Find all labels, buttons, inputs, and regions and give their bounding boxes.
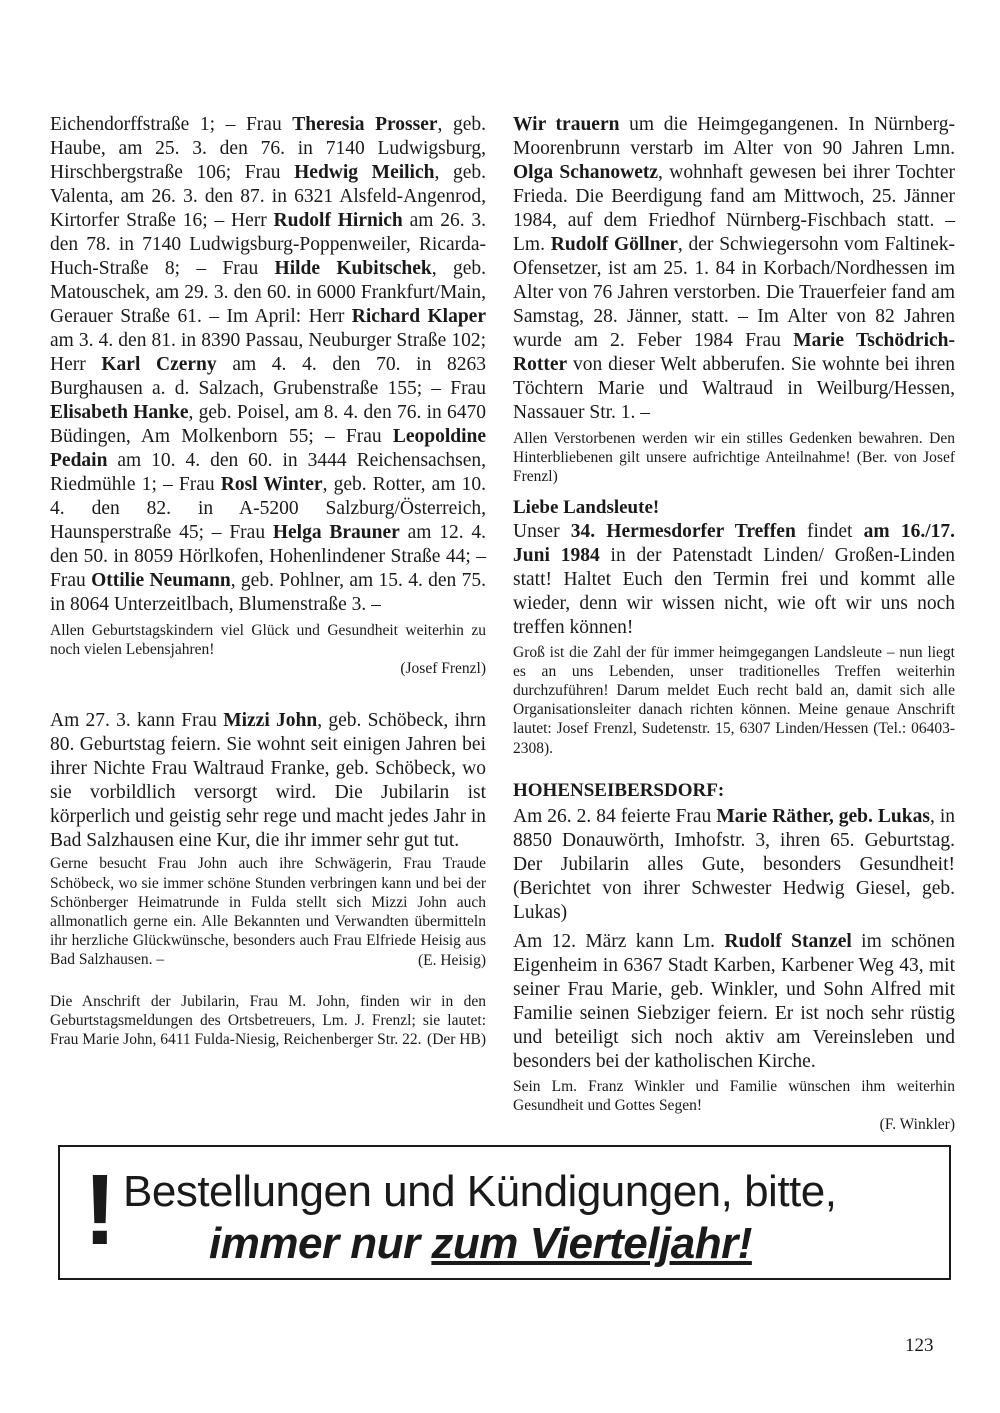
meeting-appeal: Groß ist die Zahl der für immer heimgegangen Landsleute – nun liegt es an uns Lebenden, unser traditionelles Treffen weiterhin durchzuführen! Darum meldet Euch recht bald an, damit sich alle Organisationsleiter danach richten können. Meine genaue Anschrift lautet: Josef Frenzl, Sudetenstr. 15, 6307 Linden/Hessen (Tel.: 06403-2308).	[513, 643, 955, 757]
subscription-notice-box	[58, 1145, 951, 1280]
mizzi-john-article: Am 27. 3. kann Frau Mizzi John, geb. Schöbeck, ihrn 80. Geburtstag feiern. Sie wohnt seit einigen Jahren bei ihrer Nichte Frau Waltraud Franke, geb. Schöbeck, wo sie vorbildlich versorgt wird. Die Jubilarin ist körperlich und geistig sehr rege und macht jedes Jahr in Bad Salzhausen eine Kur, die ihr immer sehr gut tut.	[50, 710, 486, 852]
birthday-list: Eichendorffstraße 1; – Frau Theresia Prosser, geb. Haube, am 25. 3. den 76. in 7140 Ludwigsburg, Hirschbergstraße 106; Frau Hedwig Meilich, geb. Valenta, am 26. 3. den 87. in 6321 Alsfeld-Angenrod, Kirtorfer Straße 16; – Herr Rudolf Hirnich am 26. 3. den 78. in 7140 Ludwigsburg-Poppenweiler, Ricarda-Huch-Straße 8; – Frau Hilde Kubitschek, geb. Matouschek, am 29. 3. den 60. in 6000 Frankfurt/Main, Gerauer Straße 61. – Im April: Herr Richard Klaper am 3. 4. den 81. in 8390 Passau, Neuburger Straße 102; Herr Karl Czerny am 4. 4. den 70. in 8263 Burghausen a. d. Salzach, Grubenstraße 155; – Frau Elisabeth Hanke, geb. Poisel, am 8. 4. den 76. in 6470 Büdingen, Am Molkenborn 55; – Frau Leopoldine Pedain am 10. 4. den 60. in 3444 Reichensachsen, Riedmühle 1; – Frau Rosl Winter, geb. Rotter, am 10. 4. den 82. in A-5200 Salzburg/Österreich, Haunsperstraße 45; – Frau Helga Brauner am 12. 4. den 50. in 8059 Hörlkofen, Hohenlindener Straße 44; – Frau Ottilie Neumann, geb. Pohlner, am 15. 4. den 75. in 8064 Unterzeitlbach, Blumenstraße 3. –	[50, 114, 487, 615]
raether-birthday: Am 26. 2. 84 feierte Frau Marie Räther, geb. Lukas, in 8850 Donauwörth, Imhofstr. 3, ihren 65. Geburtstag. Der Jubilarin alles Gute, besonders Gesundheit! (Berichtet von ihrer Schwester Hedwig Giesel, geb. Lukas)	[513, 805, 955, 923]
mourning-article: Wir trauern um die Heimgegangenen. In Nürnberg-Moorenbrunn verstarb im Alter von 90 Jahren Lmn. Olga Schanowetz, wohnhaft gewesen bei ihrer Tochter Frieda. Die Beerdigung fand am Mittwoch, 25. Jänner 1984, auf dem Friedhof Nürnberg-Fischbach statt. – Lm. Rudolf Göllner, der Schwiegersohn vom Faltinek-Ofensetzer, ist am 25. 1. 84 in Korbach/Nordhessen im Alter von 76 Jahren verstorben. Die Trauerfeier fand am Samstag, 28. Jänner, statt. – Im Alter von 82 Jahren wurde am 2. Feber 1984 Frau Marie Tschödrich-Rotter von dieser Welt abberufen. Sie wohnte bei ihren Töchtern Marie und Waltraud in Weilburg/Hessen, Nassauer Str. 1. –	[513, 114, 955, 423]
right-column	[513, 113, 955, 1134]
heading-hohenseibersdorf: HOHENSEIBERSDORF:	[513, 779, 725, 801]
notice-line-2: immer nur zum Vierteljahr!	[209, 1219, 752, 1268]
condolence-note: Allen Verstorbenen werden wir ein stilles Gedenken bewahren. Den Hinterbliebenen gilt unsere aufrichtige Anteilnahme! (Ber. von Josef Frenzl)	[513, 430, 955, 486]
exclamation-icon: !	[83, 1154, 117, 1266]
meeting-announcement: Unser 34. Hermesdorfer Treffen findet am 16./17. Juni 1984 in der Patenstadt Linden/ Großen-Linden statt! Haltet Euch den Termin frei und kommt alle wieder, denn wir wissen nicht, wie oft wir uns noch treffen können!	[513, 520, 955, 638]
signature-heisig: (E. Heisig)	[417, 951, 486, 969]
stanzel-birthday: Am 12. März kann Lm. Rudolf Stanzel im schönen Eigenheim in 6367 Stadt Karben, Karbener Weg 43, mit seiner Frau Marie, geb. Winkler, und Sohn Alfred mit Familie seinen Siebziger feiern. Er ist noch sehr rüstig und beteiligt sich noch aktiv am Vereinsleben und besonders bei der katholischen Kirche.	[513, 930, 955, 1072]
winkler-wishes: Sein Lm. Franz Winkler und Familie wünschen ihm weiterhin Gesundheit und Gottes Segen!	[513, 1077, 955, 1115]
mizzi-john-visits: Gerne besucht Frau John auch ihre Schwägerin, Frau Traude Schöbeck, wo sie immer schöne Stunden verbringen kann und bei der Schönberger Heimatrunde in Fulda stellt sich Mizzi John auch allmonatlich gerne ein. Alle Bekannten und Verwandten übermitteln ihr herzliche Glückwünsche, besonders auch Frau Elfriede Heisig aus Bad Salzhausen. –	[50, 855, 486, 969]
signature-winkler: (F. Winkler)	[879, 1116, 955, 1134]
left-column	[50, 113, 486, 1049]
signature-frenzl: (Josef Frenzl)	[400, 660, 486, 678]
page-number: 123	[905, 1335, 934, 1356]
address-note: Die Anschrift der Jubilarin, Frau M. John, finden wir in den Geburtstagsmeldungen des Ortsbetreuers, Lm. J. Frenzl; sie lautet: Frau Marie John, 6411 Fulda-Niesig, Reichenberger Str. 22. (Der HB)	[50, 992, 486, 1049]
notice-line-1: Bestellungen und Kündigungen, bitte,	[123, 1167, 837, 1216]
signature-hb: (Der HB)	[427, 1031, 486, 1049]
birthday-wish: Allen Geburtstagskindern viel Glück und Gesundheit weiterhin zu noch vielen Lebensjahren!	[50, 622, 486, 659]
heading-liebe-landsleute: Liebe Landsleute!	[513, 496, 660, 518]
